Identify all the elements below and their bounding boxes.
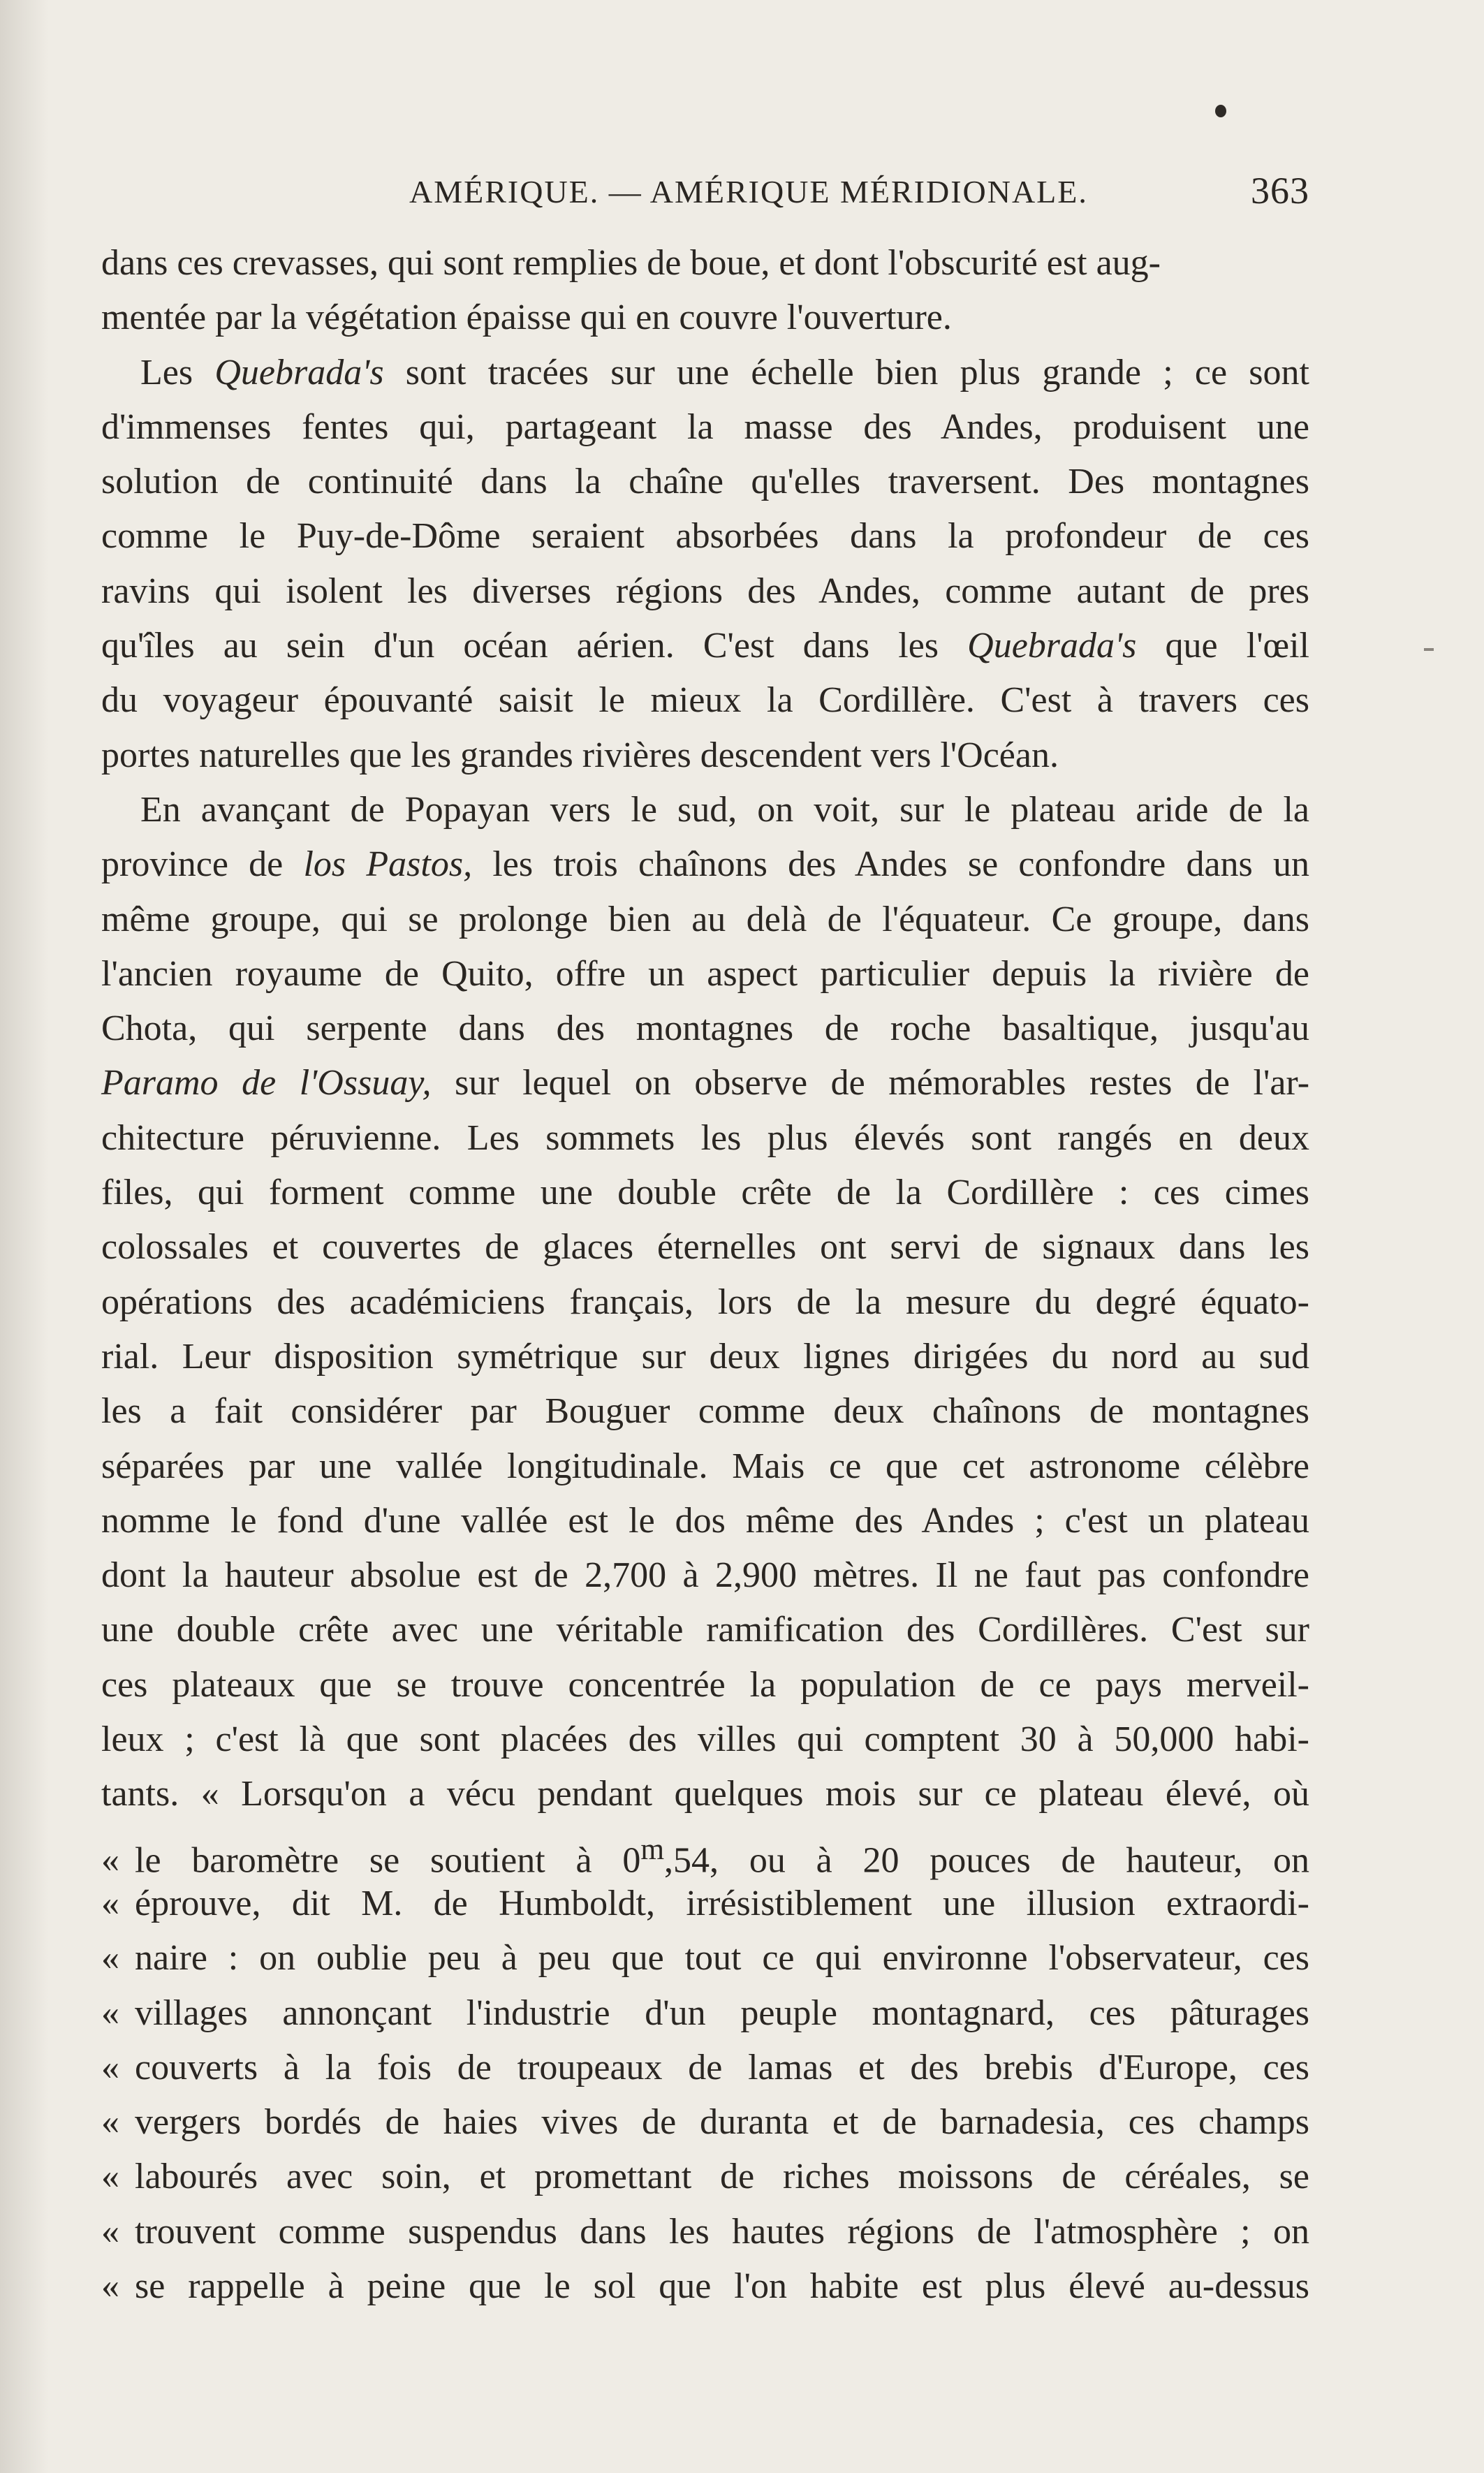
text-line: Chota, qui serpente dans des montagnes de roche basaltique, jusqu'au [101, 1008, 1309, 1049]
quote-mark: « [101, 2266, 119, 2306]
text-line: Paramo de l'Ossuay, sur lequel on observe de mémorables restes de l'ar- [101, 1063, 1310, 1103]
text-line: même groupe, qui se prolonge bien au delà de l'équateur. Ce groupe, dans [101, 899, 1309, 939]
page-header [101, 168, 1309, 217]
text-line: l'ancien royaume de Quito, offre un aspect particulier depuis la rivière de [101, 953, 1309, 994]
text-line: mentée par la végétation épaisse qui en couvre l'ouverture. [101, 298, 952, 338]
text-line: les a fait considérer par Bouguer comme deux chaînons de montagnes [101, 1391, 1309, 1432]
quote-mark: « [101, 2157, 119, 2197]
italic-term: Quebrada's [967, 626, 1137, 666]
italic-term: Quebrada's [214, 352, 384, 392]
quote-line: « le baromètre se soutient à 0$^m$,54, ou à 20 pouces de hauteur, on [101, 1822, 1309, 1877]
text-line: une double crête avec une véritable ramification des Cordillères. C'est sur [101, 1610, 1309, 1650]
quote-mark: « [101, 2047, 119, 2087]
page-edge-shadow [0, 0, 49, 2473]
superscript: m [640, 1832, 665, 1866]
text-line: solution de continuité dans la chaîne qu'elles traversent. Des montagnes [101, 462, 1309, 502]
text-line: dont la hauteur absolue est de 2,700 à 2,900 mètres. Il ne faut pas confondre [101, 1555, 1309, 1596]
quote-mark: « [101, 1993, 119, 2033]
quote-line: « couverts à la fois de troupeaux de lamas et des brebis d'Europe, ces [101, 2041, 1309, 2095]
italic-term: Paramo de l'Ossuay, [101, 1063, 432, 1103]
ink-dot-mark [1215, 105, 1226, 117]
text-line: Les Quebrada's sont tracées sur une échelle bien plus grande ; ce sont [140, 352, 1309, 392]
quote-line: « villages annonçant l'industrie d'un peuple montagnard, ces pâturages [101, 1986, 1309, 2041]
text-line: dans ces crevasses, qui sont remplies de boue, et dont l'obscurité est aug- [101, 243, 1161, 283]
page-number: 363 [1251, 170, 1309, 212]
quote-mark: « [101, 1883, 119, 1923]
text-line: nomme le fond d'une vallée est le dos même des Andes ; c'est un plateau [101, 1500, 1309, 1541]
quote-line: « vergers bordés de haies vives de duranta et de barnadesia, ces champs [101, 2095, 1309, 2150]
text-line: portes naturelles que les grandes rivières descendent vers l'Océan. [101, 735, 1059, 775]
text-line: ces plateaux que se trouve concentrée la population de ce pays merveil- [101, 1664, 1309, 1705]
text-line: rial. Leur disposition symétrique sur deux lignes dirigées du nord au sud [101, 1336, 1309, 1377]
text-line: d'immenses fentes qui, partageant la masse des Andes, produisent une [101, 406, 1309, 447]
text-line: colossales et couvertes de glaces éternelles ont servi de signaux dans les [101, 1227, 1309, 1268]
text-line: du voyageur épouvanté saisit le mieux la Cordillère. C'est à travers ces [101, 680, 1309, 721]
quote-line: « se rappelle à peine que le sol que l'on habite est plus élevé au-dessus [101, 2259, 1309, 2314]
quote-line: « labourés avec soin, et promettant de riches moissons de céréales, se [101, 2150, 1309, 2204]
margin-speck [1424, 648, 1434, 651]
quote-line: « naire : on oublie peu à peu que tout ce qui environne l'observateur, ces [101, 1931, 1309, 1986]
text-line: province de los Pastos, les trois chaînons des Andes se confondre dans un [101, 844, 1309, 885]
body-text [101, 236, 1309, 2314]
text-line: leux ; c'est là que sont placées des villes qui comptent 30 à 50,000 habi- [101, 1719, 1309, 1760]
text-line: opérations des académiciens français, lors de la mesure du degré équato- [101, 1282, 1309, 1322]
text-line: séparées par une vallée longitudinale. Mais ce que cet astronome célèbre [101, 1446, 1309, 1486]
quote-line: « trouvent comme suspendus dans les hautes régions de l'atmosphère ; on [101, 2205, 1309, 2259]
quote-line: « éprouve, dit M. de Humboldt, irrésistiblement une illusion extraordi- [101, 1877, 1309, 1931]
italic-term: los Pastos, [303, 844, 473, 885]
quote-mark: « [101, 1938, 119, 1979]
text-line: chitecture péruvienne. Les sommets les plus élevés sont rangés en deux [101, 1117, 1309, 1158]
text-line: comme le Puy-de-Dôme seraient absorbées dans la profondeur de ces [101, 516, 1309, 557]
text-line: tants. « Lorsqu'on a vécu pendant quelques mois sur ce plateau élevé, où [101, 1774, 1309, 1814]
quote-mark: « [101, 1840, 119, 1880]
running-head: AMÉRIQUE. — AMÉRIQUE MÉRIDIONALE. [409, 174, 1088, 210]
text-line: En avançant de Popayan vers le sud, on voit, sur le plateau aride de la [140, 789, 1309, 830]
text-line: qu'îles au sein d'un océan aérien. C'est dans les Quebrada's que l'œil [101, 626, 1310, 666]
quote-mark: « [101, 2102, 119, 2143]
quote-mark: « [101, 2211, 119, 2252]
text-line: ravins qui isolent les diverses régions des Andes, comme autant de pres [101, 571, 1309, 611]
text-line: files, qui forment comme une double crête de la Cordillère : ces cimes [101, 1173, 1309, 1213]
